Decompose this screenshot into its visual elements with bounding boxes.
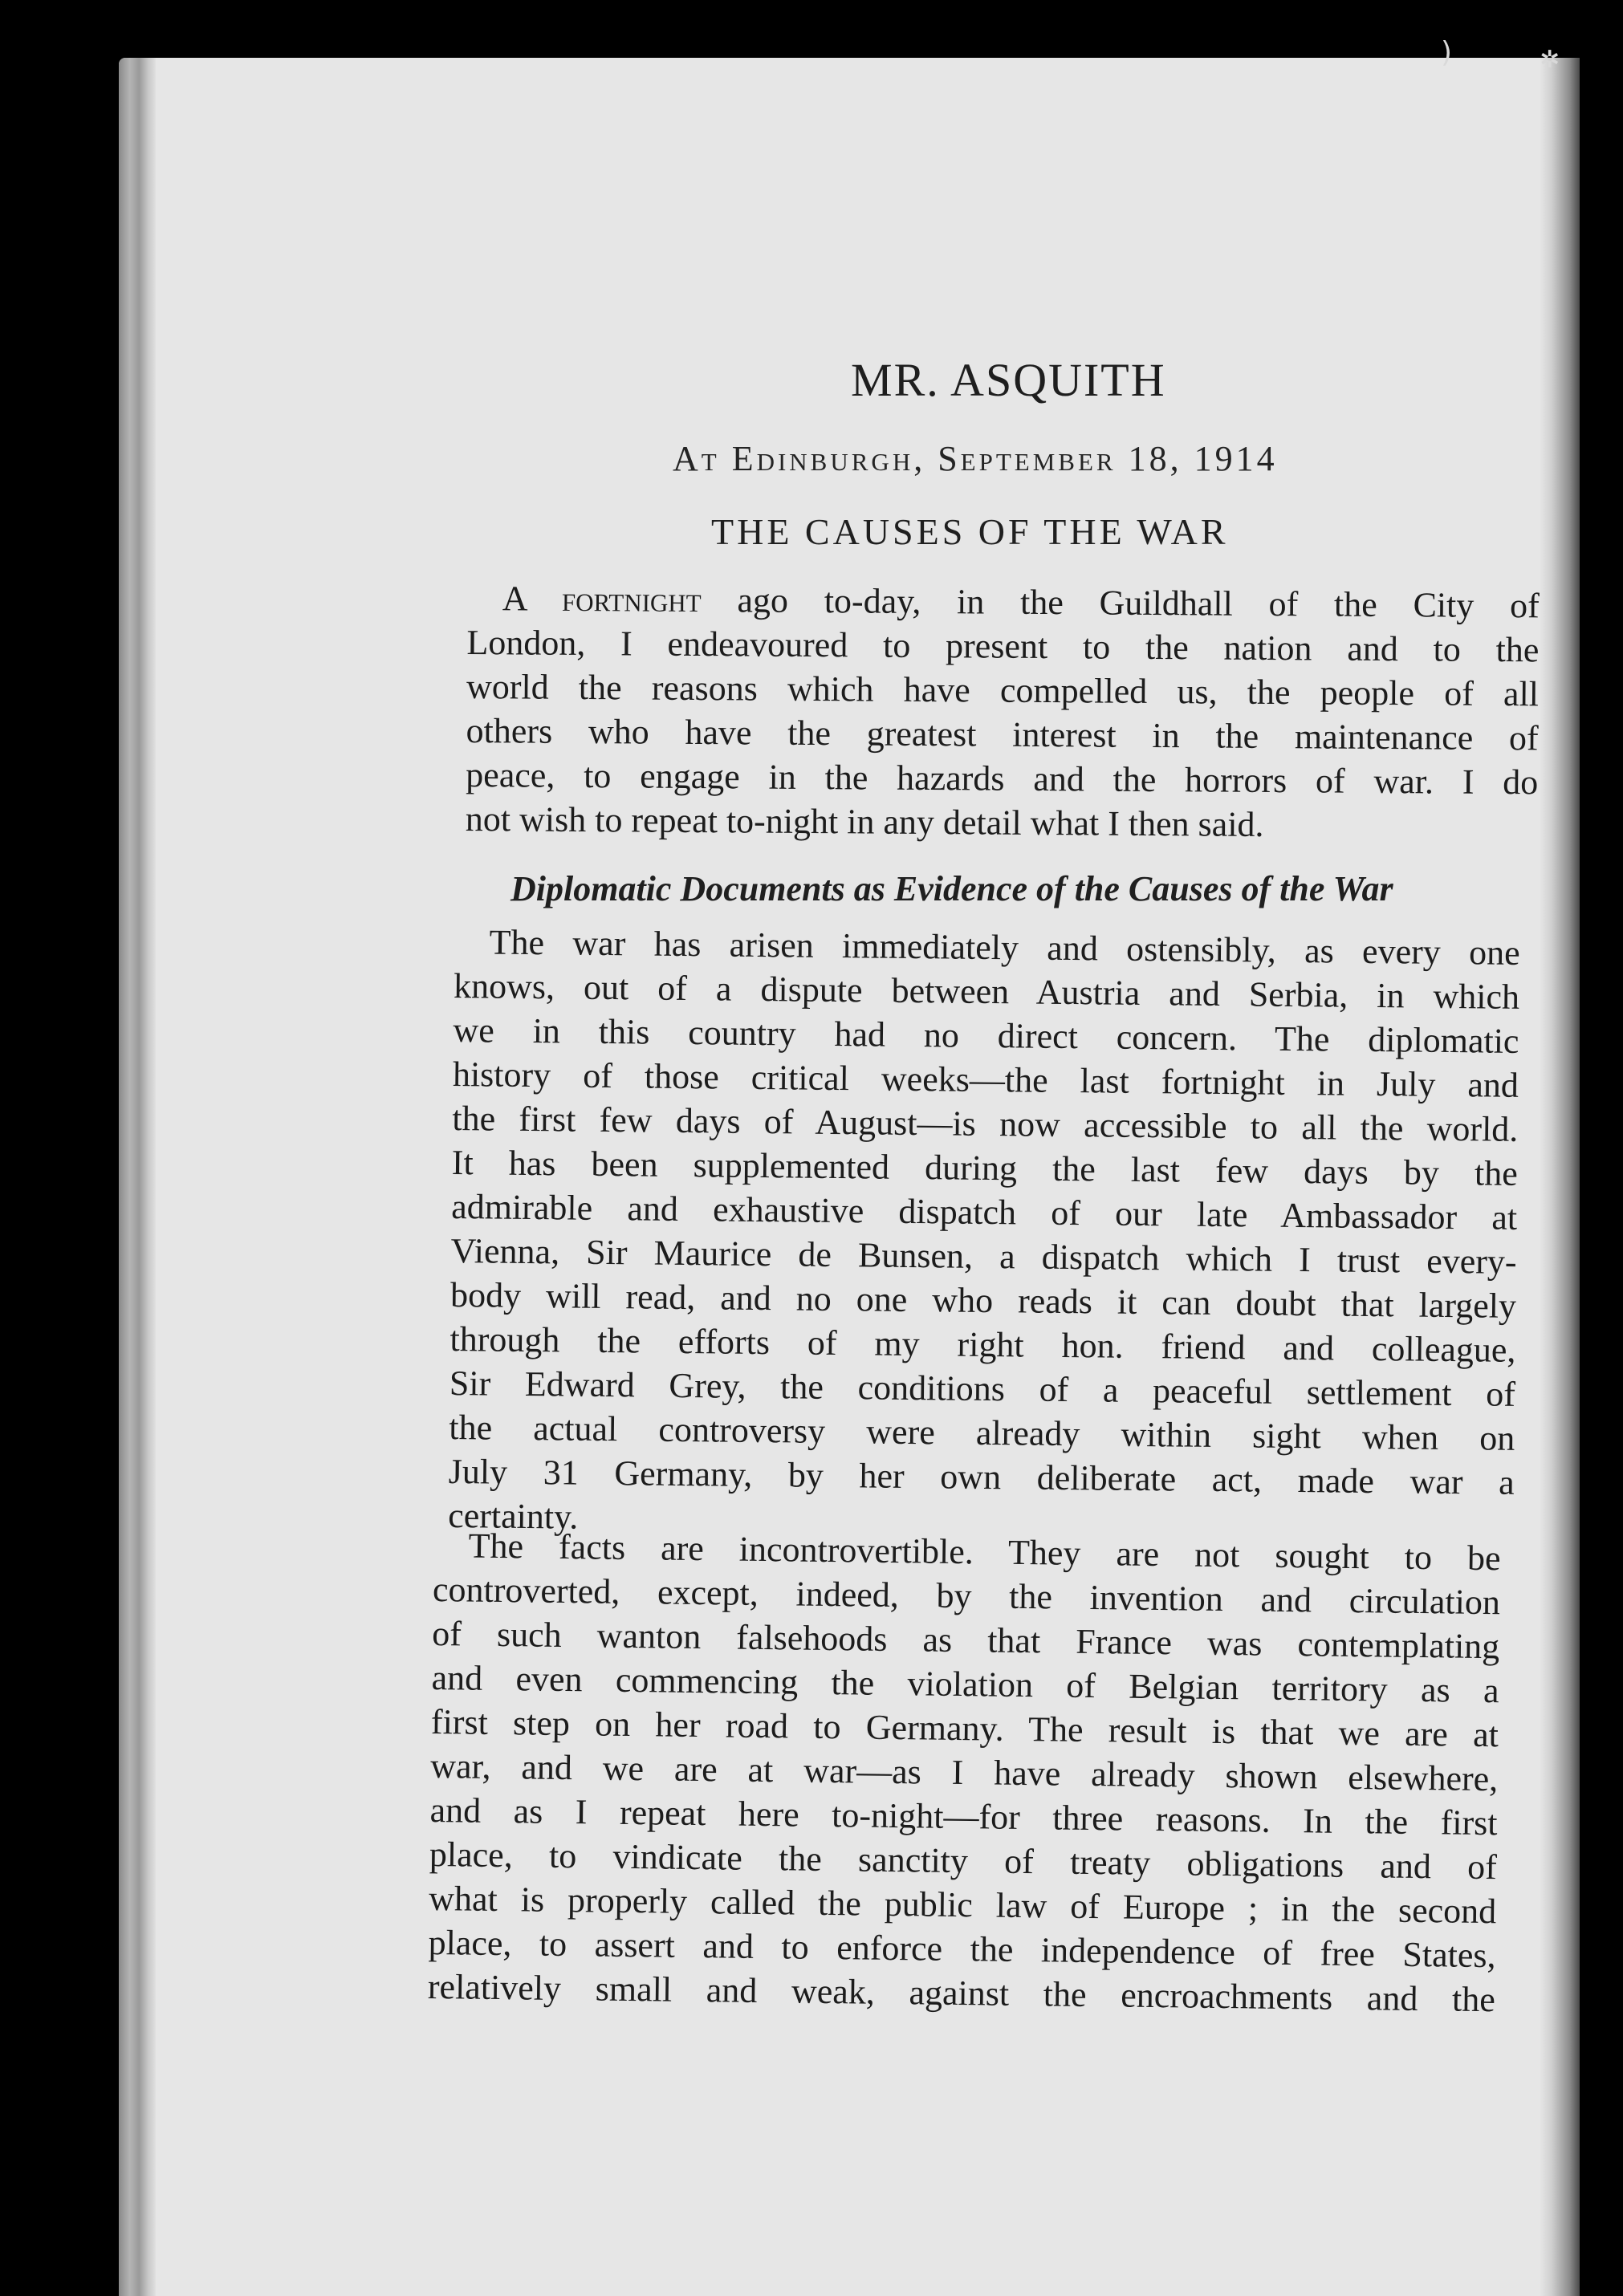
page-subtitle: At Edinburgh, September 18, 1914 [673, 439, 1278, 478]
paragraph-line: body will read, and no one who reads it can doubt that largely [449, 1274, 1517, 1326]
paragraph-line: London, I endeavoured to present to the nation and to the [466, 622, 1540, 670]
paragraph-line: others who have the greatest interest in the maintenance of [466, 710, 1539, 758]
film-speck: ) [1441, 36, 1453, 69]
paragraph-line: July 31 Germany, by her own deliberate act, made war a [448, 1451, 1515, 1502]
paragraph-line: and even commencing the violation of Belgian territory as a [431, 1657, 1499, 1711]
section-heading: Diplomatic Documents as Evidence of the Causes of the War [510, 869, 1393, 908]
paragraph-line: what is properly called the public law of Europe ; in the second [428, 1878, 1497, 1932]
paragraph-line: of such wanton falsehoods as that France was contemplating [432, 1613, 1500, 1667]
lead-words: A fortnight [502, 579, 702, 620]
paragraph-line: relatively small and weak, against the encroachments and the [427, 1966, 1496, 2020]
paragraph-line: and as I repeat here to-night—for three reasons. In the first [429, 1790, 1498, 1843]
paragraph-line: not wish to repeat to-night in any detail what I then said. [465, 799, 1264, 844]
paragraph-line: Sir Edward Grey, the conditions of a peaceful settlement of [449, 1363, 1516, 1414]
page-title: MR. ASQUITH [851, 354, 1166, 406]
paragraph-3 [428, 1523, 1501, 2022]
paragraph-2 [448, 920, 1520, 1549]
paragraph-line: world the reasons which have compelled us, the people of all [466, 666, 1540, 714]
paragraph-line: peace, to engage in the hazards and the horrors of war. I do [466, 754, 1539, 803]
paragraph-line: Vienna, Sir Maurice de Bunsen, a dispatch which I trust every- [450, 1230, 1517, 1282]
paragraph-line: The facts are incontrovertible. They are not sought to be [468, 1526, 1501, 1579]
paragraph-line: admirable and exhaustive dispatch of our late Ambassador at [450, 1186, 1518, 1237]
paragraph-line: we in this country had no direct concern. The diplomatic [453, 1010, 1519, 1061]
paragraph-line: It has been supplemented during the last few days by the [451, 1142, 1519, 1193]
paragraph-line: place, to vindicate the sanctity of treaty obligations and of [429, 1834, 1498, 1888]
paragraph-line: the actual controversy were already within sight when on [449, 1407, 1515, 1458]
paragraph-line: through the efforts of my right hon. friend and colleague, [449, 1319, 1516, 1370]
page-edge [1540, 58, 1580, 2296]
line-text: ago to-day, in the Guildhall of the City of [701, 580, 1540, 626]
paragraph-line: knows, out of a dispute between Austria and Serbia, in which [453, 965, 1520, 1017]
paragraph-line: certainty. [447, 1495, 579, 1537]
film-speck: ✲ [1540, 46, 1560, 74]
paragraph-line: history of those critical weeks—the last fortnight in July and [452, 1054, 1519, 1105]
paragraph-line: first step on her road to Germany. The result is that we are at [430, 1701, 1499, 1755]
paragraph-line: place, to assert and to enforce the independence of free States, [428, 1922, 1496, 1976]
paragraph-line [467, 576, 1540, 628]
paragraph-line: the first few days of August—is now accessible to all the world. [452, 1098, 1519, 1149]
paragraph-line: controverted, except, indeed, by the invention and circulation [432, 1569, 1501, 1623]
paragraph-line: war, and we are at war—as I have already shown elsewhere, [430, 1745, 1499, 1799]
chapter-heading: THE CAUSES OF THE WAR [711, 511, 1229, 552]
paragraph-1 [466, 576, 1540, 848]
page-gutter [119, 58, 156, 2296]
paragraph-line: The war has arisen immediately and ostensibly, as every one [489, 922, 1520, 973]
